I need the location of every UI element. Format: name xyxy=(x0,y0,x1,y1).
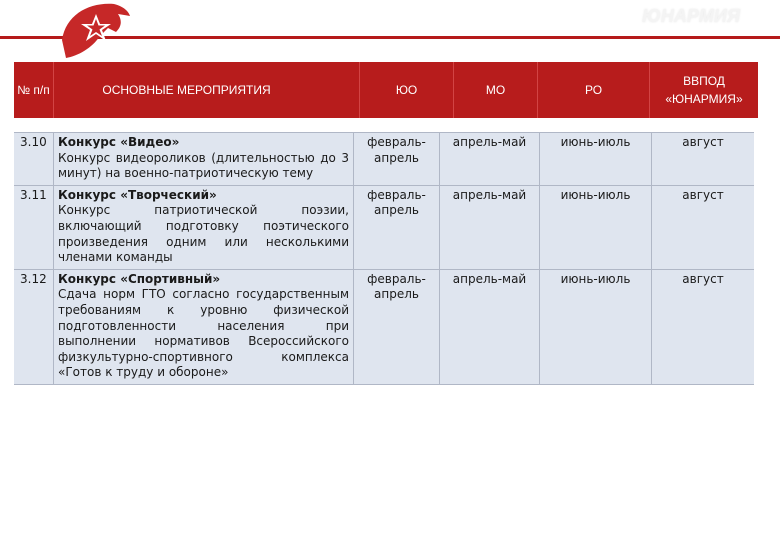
event-title: Конкурс «Видео» xyxy=(58,135,180,149)
table-header xyxy=(14,62,758,118)
row-vvpod: август xyxy=(682,135,724,149)
row-yuo: февраль-апрель xyxy=(354,270,440,384)
row-ro: июнь-июль xyxy=(540,186,652,269)
brand-text: ЮНАРМИЯ xyxy=(642,6,740,26)
row-mo: апрель-май xyxy=(440,133,540,185)
table-row xyxy=(14,270,754,385)
row-vvpod: август xyxy=(682,271,724,286)
header-num: № п/п xyxy=(14,62,54,118)
row-mo: апрель-май xyxy=(440,186,540,269)
event-title: Конкурс «Творческий» xyxy=(58,187,217,202)
row-ro: июнь-июль xyxy=(540,270,652,384)
header-ro: РО xyxy=(538,62,650,118)
events-table xyxy=(14,132,754,385)
row-num: 3.11 xyxy=(14,186,54,269)
header-yuo: ЮО xyxy=(360,62,454,118)
row-event xyxy=(54,133,354,185)
row-num: 3.10 xyxy=(14,133,54,185)
event-title: Конкурс «Спортивный» xyxy=(58,271,221,286)
row-mo: апрель-май xyxy=(440,270,540,384)
table-row xyxy=(14,186,754,270)
row-event xyxy=(54,270,354,384)
row-yuo: февраль-апрель xyxy=(354,186,440,269)
row-ro: июнь-июль xyxy=(540,133,652,185)
row-num: 3.12 xyxy=(14,270,54,384)
row-vvpod: август xyxy=(682,187,724,202)
header-events: ОСНОВНЫЕ МЕРОПРИЯТИЯ xyxy=(54,62,360,118)
event-description: Сдача норм ГТО согласно государственным требованиям к уровню физической подготовленности населения при выполнении нормативов Всероссийского физкультурно-спортивного комплекса «Готов к труду и обороне» xyxy=(58,287,349,380)
event-description: Конкурс видеороликов (длительностью до 3 минут) на военно-патриотическую тему xyxy=(58,150,349,181)
header-mo: МО xyxy=(454,62,538,118)
yunarmiya-star-logo-icon xyxy=(56,0,132,62)
row-yuo: февраль-апрель xyxy=(354,133,440,185)
row-event xyxy=(54,186,354,269)
event-description: Конкурс патриотической поэзии, включающий подготовку поэтического произведения одним или несколькими членами команды xyxy=(58,203,349,265)
header-vvpod: ВВПОД «ЮНАРМИЯ» xyxy=(665,74,743,106)
table-row xyxy=(14,133,754,186)
